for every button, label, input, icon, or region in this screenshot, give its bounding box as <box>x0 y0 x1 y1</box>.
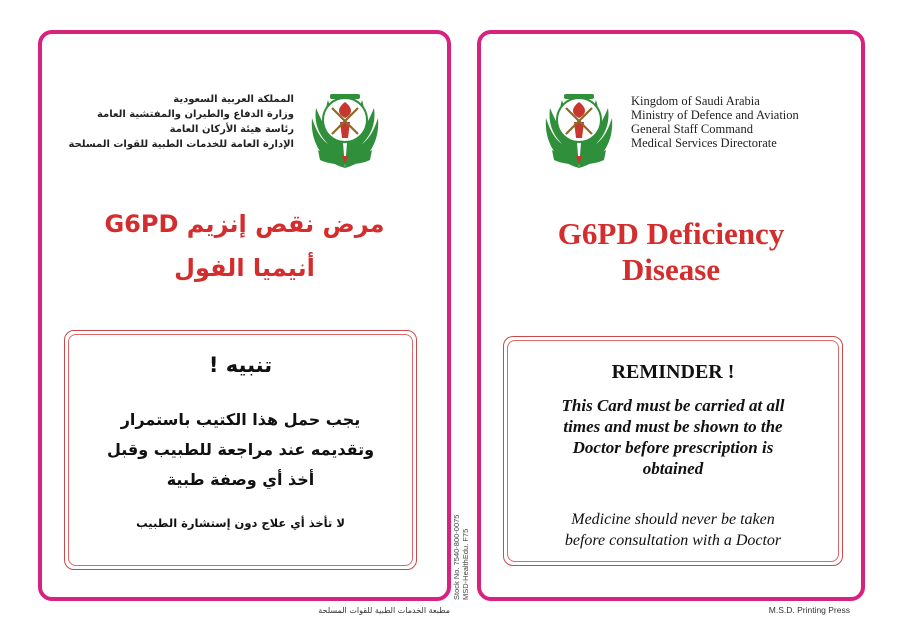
body-line: يجب حمل هذا الكتيب باستمرار <box>120 410 361 429</box>
org-line: Kingdom of Saudi Arabia <box>631 94 760 108</box>
org-line: رئاسة هيئة الأركان العامة <box>169 124 294 135</box>
title-line-2: Disease <box>621 252 721 287</box>
footer-note: لا تأخذ أي علاج دون إستشارة الطبيب <box>136 516 345 530</box>
org-line: المملكة العربية السعودية <box>173 94 294 105</box>
title-line-1: مرض نقص إنزيم G6PD <box>104 210 385 238</box>
printing-press-arabic: مطبعة الخدمات الطبية للقوات المسلحة <box>318 606 450 615</box>
organization-block-arabic <box>62 92 294 152</box>
org-line: وزارة الدفاع والطيران والمفتشية العامة <box>96 109 294 120</box>
body-line: Doctor before prescription is <box>572 438 774 457</box>
reminder-body <box>518 395 828 479</box>
org-line: الإدارة العامة للخدمات الطبية للقوات المسلحة <box>68 139 294 150</box>
footer-line: before consultation with a Doctor <box>564 532 782 549</box>
reminder-heading: REMINDER ! <box>611 361 735 383</box>
body-line: obtained <box>642 459 704 478</box>
org-line: Medical Services Directorate <box>631 136 777 150</box>
title-line-1: G6PD Deficiency <box>557 216 785 251</box>
body-line: أخذ أي وصفة طبية <box>166 470 315 489</box>
organization-block-english <box>631 94 851 150</box>
armed-forces-medical-emblem-icon <box>304 78 386 174</box>
reminder-box-english <box>503 336 843 566</box>
disease-title-english <box>481 216 861 288</box>
org-line: General Staff Command <box>631 122 753 136</box>
disease-title-arabic <box>42 202 447 290</box>
reminder-box-arabic <box>64 330 417 570</box>
printing-press-english: M.S.D. Printing Press <box>768 605 850 615</box>
body-line: This Card must be carried at all <box>561 396 785 415</box>
arabic-card <box>38 30 451 601</box>
body-line: وتقديمه عند مراجعة للطبيب وقبل <box>106 440 375 459</box>
reminder-body <box>75 405 406 495</box>
reminder-heading: تنبيه ! <box>208 353 273 377</box>
footer-line: Medicine should never be taken <box>571 511 775 528</box>
title-line-2: أنيميا الفول <box>174 254 315 282</box>
footer-note <box>518 509 828 551</box>
stock-number: Stock No. 7540-800-0075 <box>452 514 461 600</box>
stock-number-block <box>452 490 472 600</box>
org-line: Ministry of Defence and Aviation <box>631 108 799 122</box>
english-card <box>477 30 865 601</box>
armed-forces-medical-emblem-icon <box>538 78 620 174</box>
body-line: times and must be shown to the <box>563 417 783 436</box>
stock-code: MSD-HealthEdu. F75 <box>461 528 470 600</box>
